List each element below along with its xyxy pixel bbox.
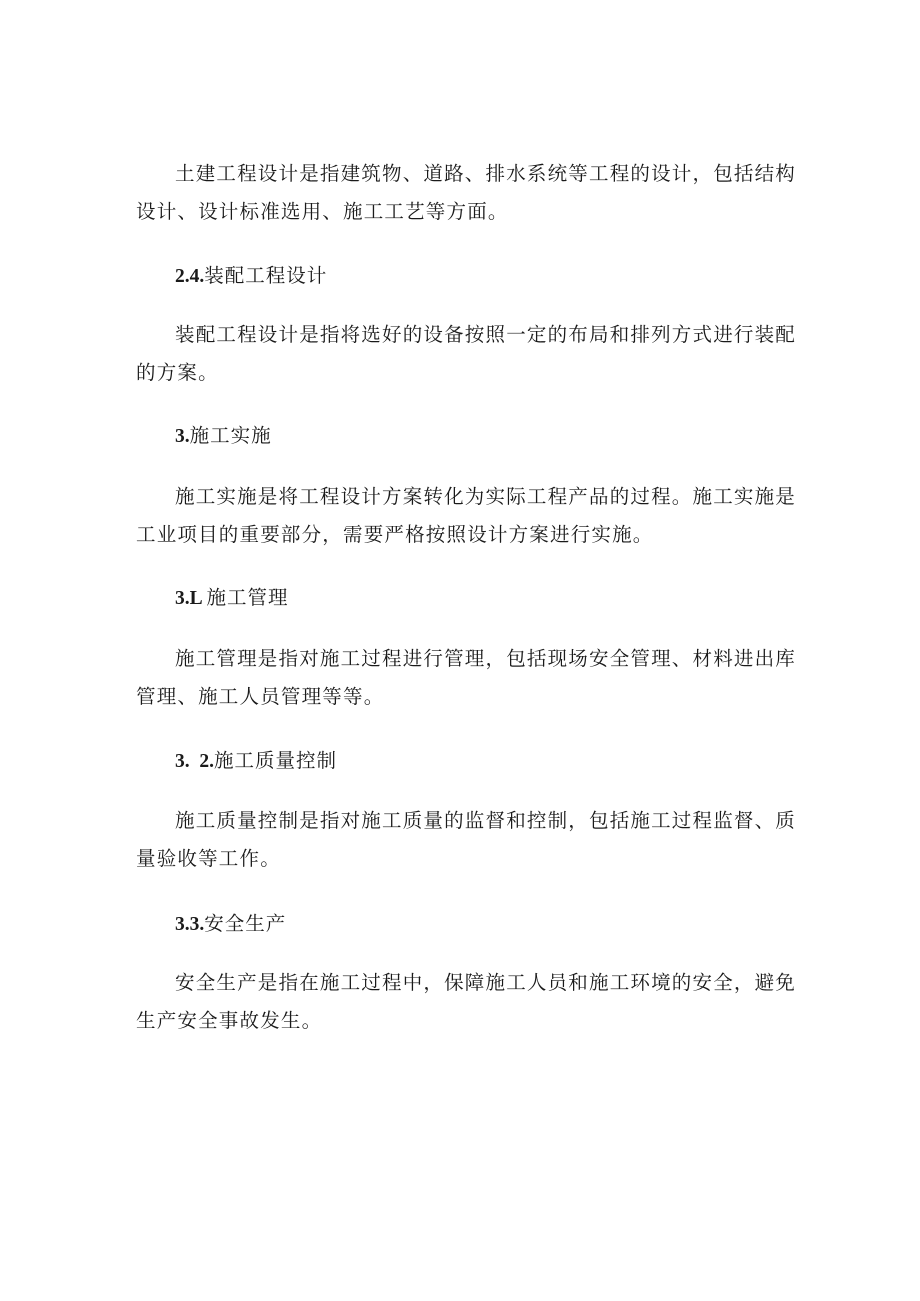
heading-3-3	[175, 911, 286, 938]
heading-title: 装配工程设计	[204, 264, 328, 287]
heading-3-2	[175, 748, 337, 775]
heading-title: 施工实施	[189, 424, 272, 447]
heading-3-1	[175, 585, 288, 612]
heading-number: 2.4.	[175, 266, 205, 287]
heading-3	[175, 423, 272, 450]
heading-2-4	[175, 263, 327, 290]
paragraph-assembly-design: 装配工程设计是指将选好的设备按照一定的布局和排列方式进行装配的方案。	[136, 323, 797, 384]
heading-number: 3. 2.	[175, 751, 214, 772]
heading-number: 3.3.	[175, 914, 205, 935]
heading-title: 施工管理	[206, 586, 289, 609]
paragraph-civil-design: 土建工程设计是指建筑物、道路、排水系统等工程的设计，包括结构设计、设计标准选用、施工工艺等方面。	[136, 162, 797, 223]
paragraph-construction-management: 施工管理是指对施工过程进行管理，包括现场安全管理、材料进出库管理、施工人员管理等等。	[136, 647, 797, 708]
paragraph-safety-production: 安全生产是指在施工过程中，保障施工人员和施工环境的安全，避免生产安全事故发生。	[136, 971, 797, 1032]
paragraph-construction: 施工实施是将工程设计方案转化为实际工程产品的过程。施工实施是工业项目的重要部分，需要严格按照设计方案进行实施。	[136, 485, 797, 546]
heading-title: 安全生产	[204, 912, 287, 935]
heading-number: 3.	[175, 426, 190, 447]
heading-number: 3.L	[175, 588, 207, 609]
heading-title: 施工质量控制	[214, 749, 338, 772]
paragraph-quality-control: 施工质量控制是指对施工质量的监督和控制，包括施工过程监督、质量验收等工作。	[136, 809, 797, 870]
